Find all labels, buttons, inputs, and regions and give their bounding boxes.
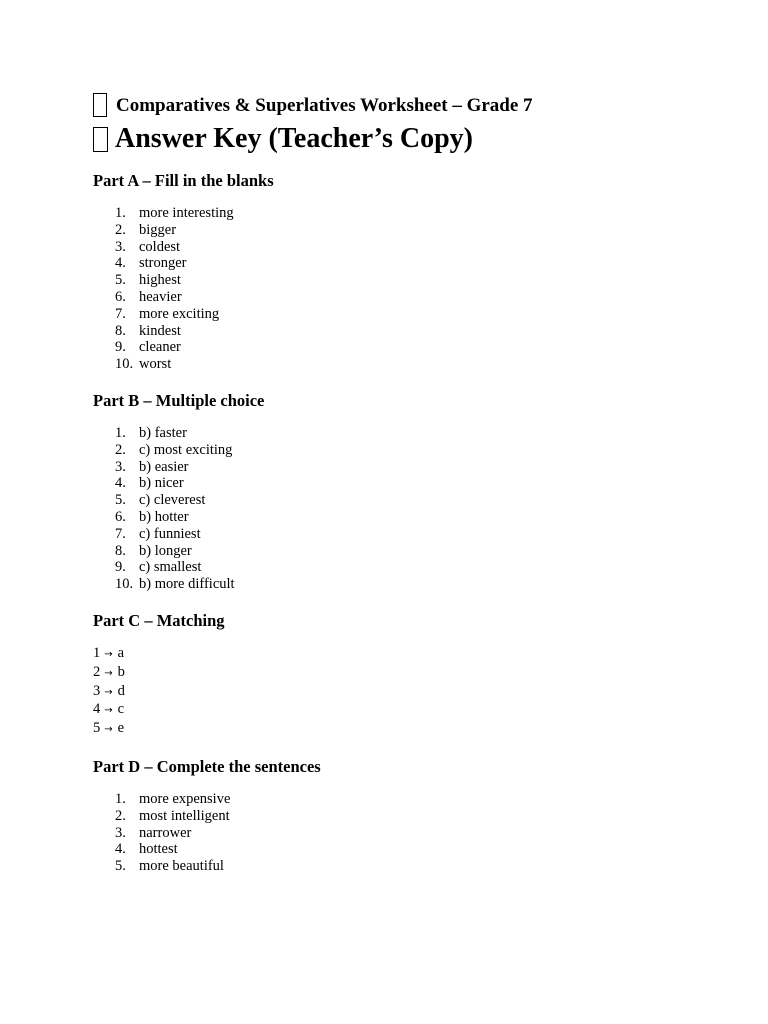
list-item-answer: heavier xyxy=(139,288,182,305)
list-item xyxy=(93,576,768,593)
list-item-number: 2. xyxy=(115,441,126,458)
list-item-number: 5. xyxy=(115,858,126,875)
list-item-number: 6. xyxy=(115,508,126,525)
matching-row xyxy=(93,645,768,664)
list-item-answer: more beautiful xyxy=(139,858,224,875)
arrow-right-icon: → xyxy=(104,648,113,660)
list-item-answer: narrower xyxy=(139,824,192,841)
missing-glyph-icon xyxy=(93,127,108,152)
matching-right: a xyxy=(117,644,125,661)
list-item-number: 1. xyxy=(115,790,126,807)
list-item-number: 7. xyxy=(115,525,126,542)
list-item-answer: more expensive xyxy=(139,790,231,807)
list-item-answer: b) longer xyxy=(139,542,192,559)
list-item xyxy=(93,526,768,543)
list-item xyxy=(93,475,768,492)
matching-left: 5 xyxy=(93,720,101,737)
list-item xyxy=(93,825,768,842)
list-item-number: 2. xyxy=(115,807,126,824)
part-d-list xyxy=(93,791,768,875)
list-item xyxy=(93,442,768,459)
missing-glyph-icon xyxy=(93,93,107,117)
list-item xyxy=(93,492,768,509)
list-item-answer: b) hotter xyxy=(139,508,189,525)
list-item-answer: bigger xyxy=(139,221,177,238)
list-item-number: 1. xyxy=(115,424,126,441)
answer-key-title-text: Answer Key (Teacher’s Copy) xyxy=(115,123,473,154)
part-b-heading: Part B – Multiple choice xyxy=(93,390,265,410)
list-item xyxy=(93,222,768,239)
list-item-number: 8. xyxy=(115,322,126,339)
list-item-answer: most intelligent xyxy=(139,807,230,824)
list-item-number: 6. xyxy=(115,288,126,305)
answer-key-title xyxy=(93,122,768,156)
list-item-number: 3. xyxy=(115,824,126,841)
list-item xyxy=(93,323,768,340)
list-item xyxy=(93,425,768,442)
list-item xyxy=(93,205,768,222)
list-item-answer: c) smallest xyxy=(139,559,202,576)
matching-left: 3 xyxy=(93,682,101,699)
list-item xyxy=(93,239,768,256)
worksheet-title-text: Comparatives & Superlatives Worksheet – Grade 7 xyxy=(116,95,533,116)
list-item-number: 2. xyxy=(115,221,126,238)
part-a-heading: Part A – Fill in the blanks xyxy=(93,171,274,190)
matching-right: d xyxy=(117,682,125,699)
list-item-answer: c) funniest xyxy=(139,525,201,542)
list-item-answer: coldest xyxy=(139,238,181,255)
list-item-number: 4. xyxy=(115,255,126,272)
list-item xyxy=(93,289,768,306)
list-item-number: 5. xyxy=(115,492,126,509)
list-item-answer: b) easier xyxy=(139,458,189,475)
list-item xyxy=(93,841,768,858)
list-item-number: 5. xyxy=(115,272,126,289)
list-item-number: 8. xyxy=(115,542,126,559)
list-item-answer: more exciting xyxy=(139,305,220,322)
list-item-number: 1. xyxy=(115,205,126,221)
list-item xyxy=(93,356,768,373)
part-c-heading: Part C – Matching xyxy=(93,610,225,630)
list-item-number: 4. xyxy=(115,841,126,858)
list-item-answer: more interesting xyxy=(139,205,234,221)
matching-right: e xyxy=(117,720,125,737)
matching-row xyxy=(93,683,768,702)
matching-right: b xyxy=(117,663,125,680)
list-item xyxy=(93,543,768,560)
arrow-right-icon: → xyxy=(104,667,113,679)
list-item xyxy=(93,306,768,323)
list-item-answer: b) faster xyxy=(139,424,187,441)
matching-row xyxy=(93,701,768,720)
arrow-right-icon: → xyxy=(104,724,113,736)
matching-left: 4 xyxy=(93,701,101,718)
list-item-number: 10. xyxy=(115,356,134,373)
list-item xyxy=(93,509,768,526)
part-a-list xyxy=(93,205,768,373)
arrow-right-icon: → xyxy=(104,686,113,698)
list-item xyxy=(93,339,768,356)
list-item-number: 4. xyxy=(115,475,126,492)
list-item xyxy=(93,459,768,476)
list-item-answer: c) most exciting xyxy=(139,441,233,458)
list-item-number: 10. xyxy=(115,576,134,593)
part-d-heading: Part D – Complete the sentences xyxy=(93,756,321,776)
part-b-list xyxy=(93,425,768,593)
matching-row xyxy=(93,664,768,683)
list-item xyxy=(93,808,768,825)
matching-right: c xyxy=(117,701,125,718)
matching-left: 2 xyxy=(93,663,101,680)
list-item xyxy=(93,791,768,808)
list-item-answer: b) more difficult xyxy=(139,576,235,593)
matching-row xyxy=(93,720,768,739)
list-item-number: 9. xyxy=(115,559,126,576)
worksheet-title xyxy=(93,88,768,124)
list-item-number: 7. xyxy=(115,305,126,322)
list-item-answer: worst xyxy=(139,356,172,373)
part-c-list xyxy=(93,645,768,739)
list-item-answer: b) nicer xyxy=(139,475,184,492)
list-item xyxy=(93,858,768,875)
list-item xyxy=(93,272,768,289)
list-item xyxy=(93,559,768,576)
list-item-answer: stronger xyxy=(139,255,187,272)
list-item-number: 9. xyxy=(115,339,126,356)
list-item-number: 3. xyxy=(115,238,126,255)
list-item-answer: kindest xyxy=(139,322,181,339)
matching-left: 1 xyxy=(93,644,101,661)
list-item-answer: cleaner xyxy=(139,339,181,356)
list-item-answer: highest xyxy=(139,272,181,289)
list-item-answer: hottest xyxy=(139,841,178,858)
list-item xyxy=(93,255,768,272)
list-item-number: 3. xyxy=(115,458,126,475)
arrow-right-icon: → xyxy=(104,705,113,717)
list-item-answer: c) cleverest xyxy=(139,492,206,509)
